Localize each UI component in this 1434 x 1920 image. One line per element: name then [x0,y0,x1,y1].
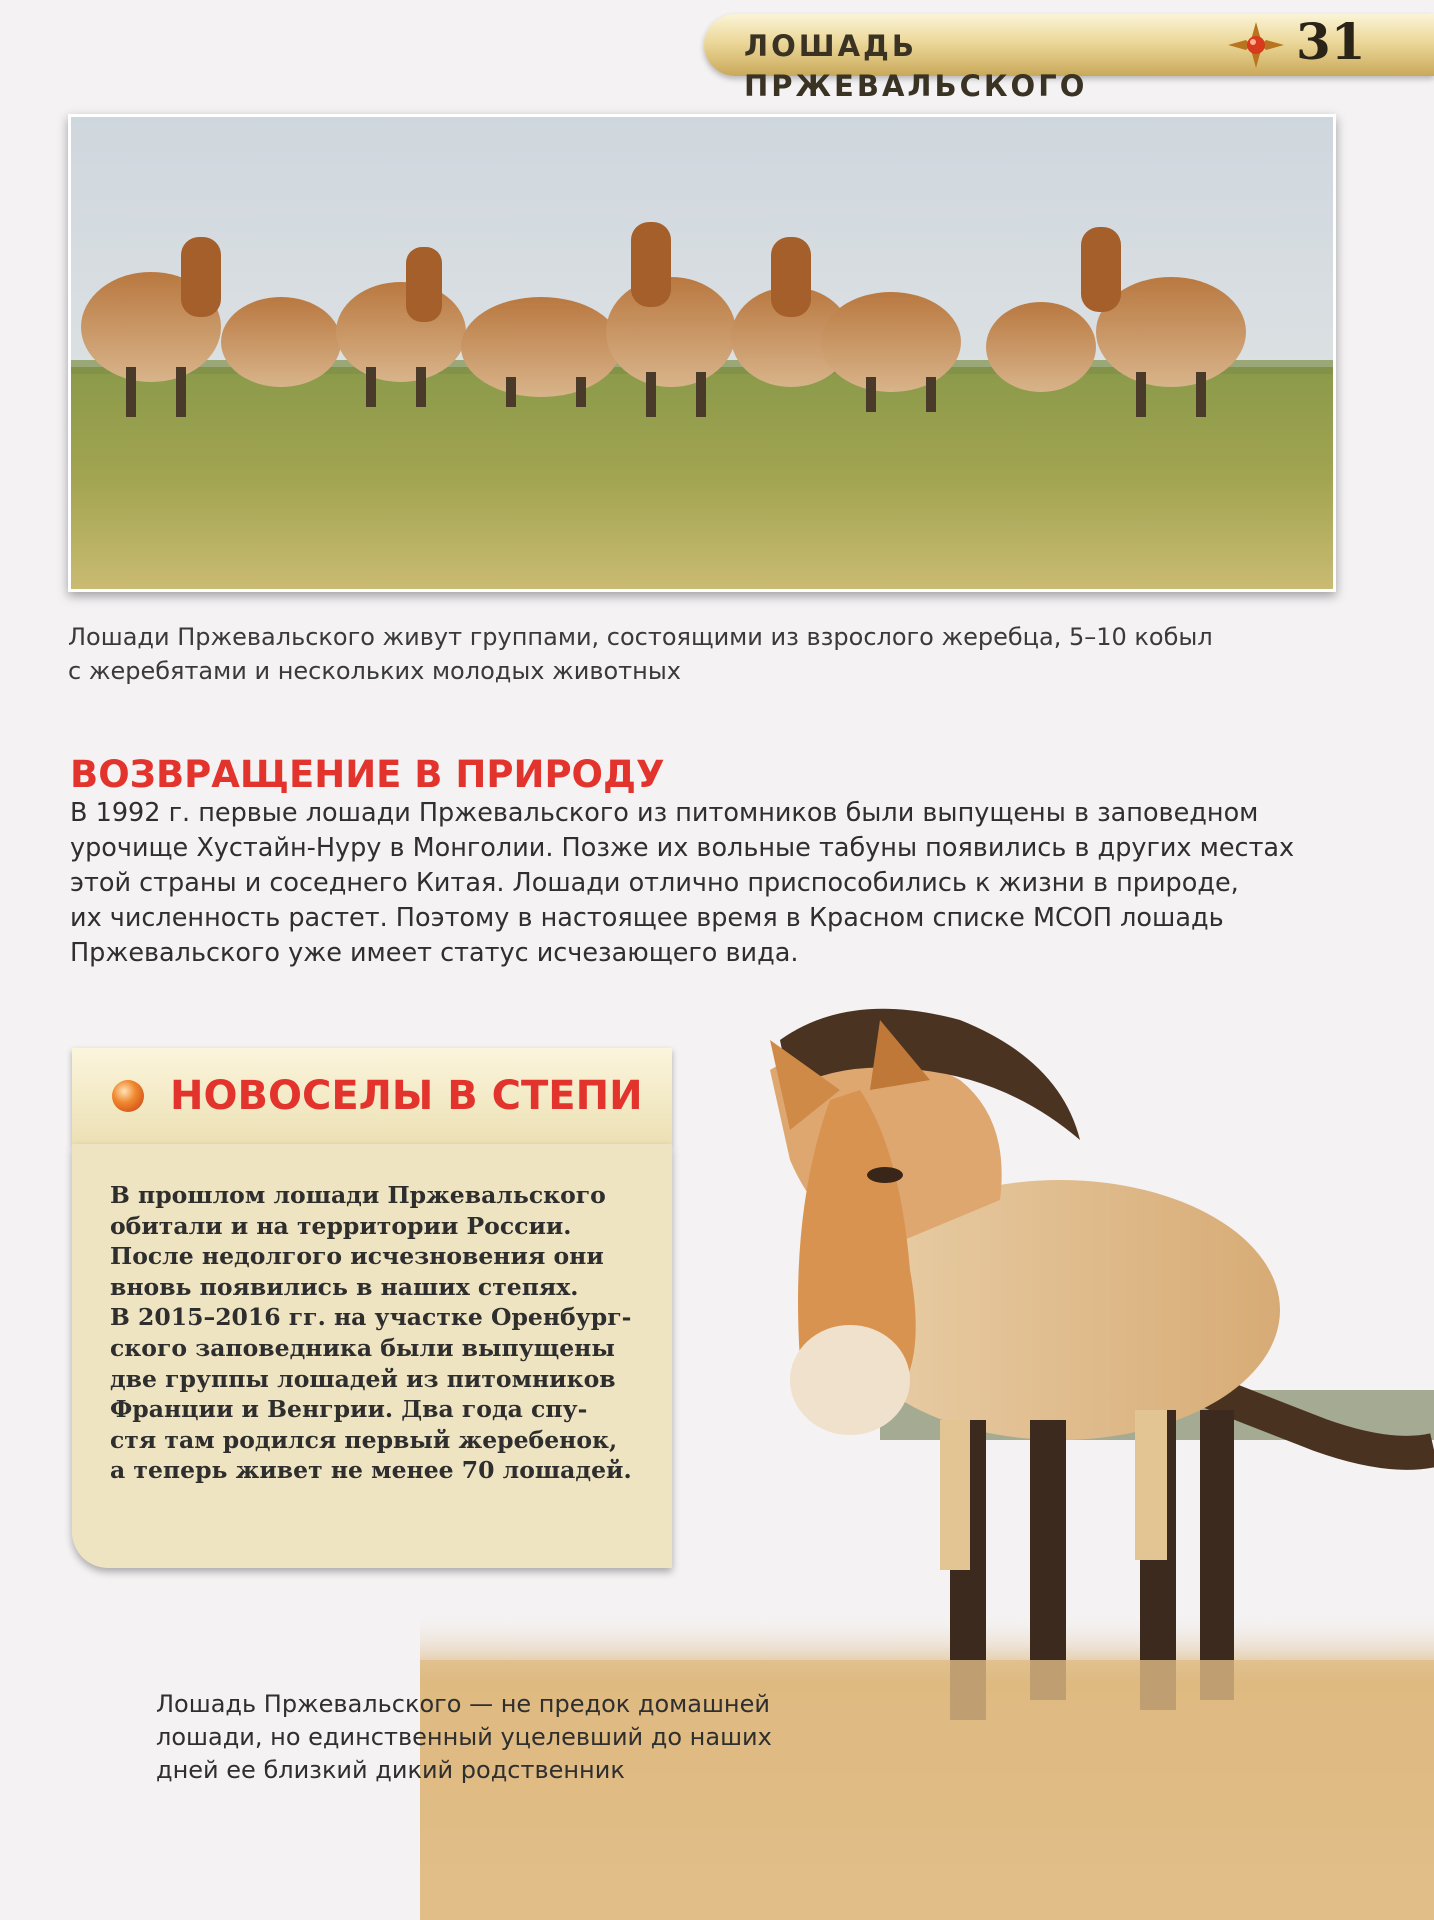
section-body [70,796,1340,971]
body-line: Пржевальского уже имеет статус исчезающего вида. [70,938,799,968]
caption-line: Лошади Пржевальского живут группами, состоящими из взрослого жеребца, 5–10 кобыл [68,623,1213,651]
body-line: их численность растет. Поэтому в настоящее время в Красном списке МСОП лошадь [70,903,1224,933]
infobox-line: стя там родился первый жеребенок, [110,1425,618,1454]
compass-rose-icon [1226,20,1286,70]
infobox-title: НОВОСЕЛЫ В СТЕПИ [170,1073,643,1119]
running-header-title: ЛОШАДЬ ПРЖЕВАЛЬСКОГО [744,29,1088,103]
infobox-line: обитали и на территории России. [110,1211,572,1240]
infobox-line: две группы лошадей из питомников [110,1364,616,1393]
infobox-line: Франции и Венгрии. Два года спу- [110,1395,588,1424]
infobox-line: вновь появились в наших степях. [110,1272,579,1301]
body-line: урочище Хустайн-Нуру в Монголии. Позже их вольные табуны появились в других местах [70,833,1295,863]
infobox-line: В прошлом лошади Пржевальского [110,1181,606,1209]
infobox-line: ского заповедника были выпущены [110,1333,615,1362]
caption-line: дней ее близкий дикий родственник [156,1756,625,1784]
caption-line: Лошадь Пржевальского — не предок домашней [156,1690,770,1718]
section-heading: ВОЗВРАЩЕНИЕ В ПРИРОДУ [70,753,665,796]
infobox-line: а теперь живет не менее 70 лошадей. [110,1456,632,1485]
caption-line: лошади, но единственный уцелевший до наших [156,1723,772,1751]
body-line: В 1992 г. первые лошади Пржевальского из питомников были выпущены в заповедном [70,798,1259,828]
herd-photo-caption [68,620,1318,688]
page-number: 31 [1296,12,1366,71]
herd-photo [68,114,1336,592]
body-line: этой страны и соседнего Китая. Лошади отлично приспособились к жизни в природе, [70,868,1239,898]
infobox-line: После недолгого исчезновения они [110,1242,604,1271]
infobox-text [110,1180,650,1486]
bullet-dot-icon [112,1080,144,1112]
caption-line: с жеребятами и нескольких молодых животных [68,657,681,685]
horse-photo-caption [156,1688,796,1787]
infobox-line: В 2015–2016 гг. на участке Оренбург- [110,1303,632,1332]
